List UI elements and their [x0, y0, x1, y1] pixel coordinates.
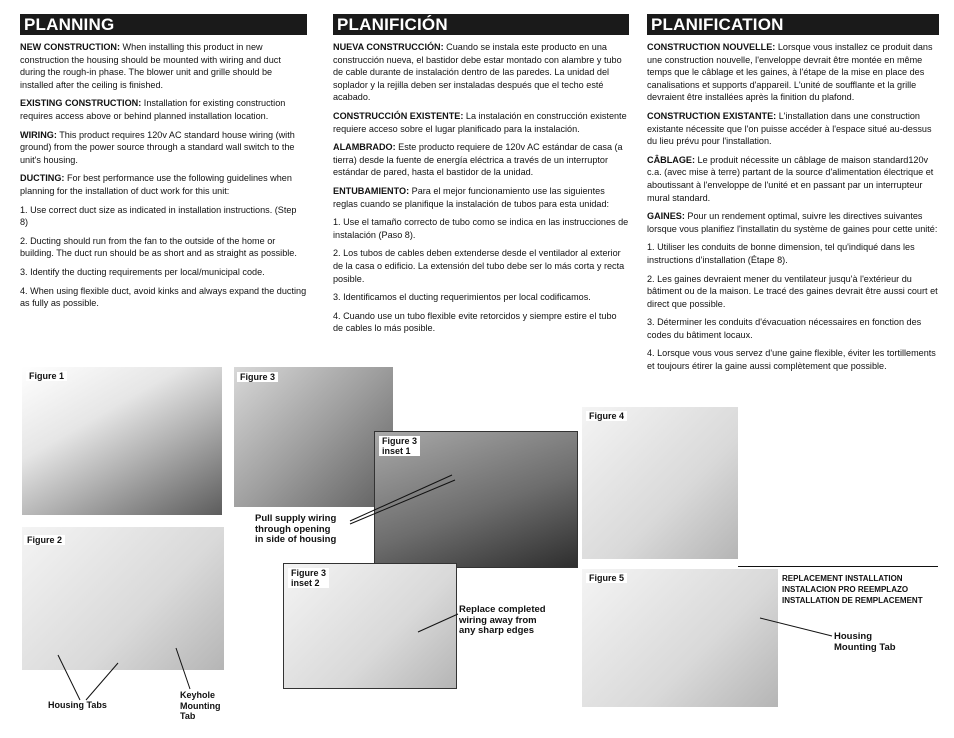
- paragraph-lead: WIRING:: [20, 129, 57, 140]
- paragraph: [647, 154, 939, 204]
- paragraph: [20, 172, 307, 197]
- housing-mounting-tab-callout: Housing Mounting Tab: [834, 631, 896, 653]
- paragraph-text: For best performance use the following guidelines when planning for the installation of duct work for this unit:: [20, 173, 292, 196]
- paragraph: [647, 210, 939, 235]
- paragraph: [333, 216, 629, 241]
- paragraph-text: 2. Les gaines devraient mener du ventilateur jusqu'à l'extérieur du bâtiment ou de la maison. Le tracé des gaines devrait être aussi court et direct que possible.: [647, 273, 938, 309]
- figure-2-photo: [22, 527, 224, 670]
- paragraph-text: 3. Déterminer les conduits d'évacuation nécessaires en fonction des codes du bâtiment locaux.: [647, 317, 922, 340]
- paragraph-text: 3. Identify the ducting requirements per local/municipal code.: [20, 266, 265, 277]
- figure-3-label: Figure 3: [237, 372, 278, 382]
- figure-5: [582, 569, 778, 707]
- figure-4-label: Figure 4: [586, 411, 627, 421]
- paragraph-text: Lorsque vous installez ce produit dans une construction nouvelle, l'enveloppe devrait être montée en même temps que le câblage et les gaines, à l'étape de la mise en place des canalisations et supports d'appareil. L'unité de soufflante et la grille devraient être installées après la finition du plafond.: [647, 42, 933, 103]
- paragraph-lead: DUCTING:: [20, 173, 65, 184]
- paragraph: [333, 41, 629, 104]
- housing-tabs-callout: Housing Tabs: [48, 700, 107, 710]
- figure-3-inset-2-label: Figure 3 inset 2: [288, 568, 329, 588]
- figure-1: [22, 367, 222, 515]
- paragraph-text: Este producto requiere de 120v AC estándar de casa (a tierra) desde la fuente de energía eléctrica a través de un interruptor estándar de pared, hasta el bastidor de la unidad.: [333, 142, 623, 178]
- paragraph-text: 3. Identificamos el ducting requerimientos per local codificamos.: [333, 292, 591, 303]
- replacement-installation-es: INSTALACION PRO REEMPLAZO: [782, 585, 909, 594]
- paragraph: [20, 41, 307, 91]
- paragraph-lead: CONSTRUCCIÓN EXISTENTE:: [333, 110, 464, 121]
- paragraph-lead: CONSTRUCTION EXISTANTE:: [647, 110, 777, 121]
- paragraph: [333, 310, 629, 335]
- paragraph-text: Le produit nécessite un câblage de maison standard120v c.a. (avec mise à terre) partant de la source d'alimentation électrique et aboutissant à l'enveloppe de l'unité et en passant par un interrupteur mural standard.: [647, 154, 934, 203]
- column-english: [20, 14, 307, 316]
- figure-3: [234, 367, 393, 507]
- column-french: [647, 14, 939, 379]
- planning-body: [20, 41, 307, 310]
- paragraph-text: 2. Los tubos de cables deben extenderse desde el ventilador al exterior de la casa o edificio. La extensión del tubo debe ser lo más corta y recta posible.: [333, 248, 625, 284]
- paragraph-text: 1. Use el tamaño correcto de tubo como se indica en las instrucciones de instalación (Paso 8).: [333, 217, 629, 240]
- paragraph: [333, 110, 629, 135]
- paragraph: [647, 316, 939, 341]
- planificion-header: PLANIFICIÓN: [333, 14, 629, 35]
- paragraph: [647, 41, 939, 104]
- column-spanish: [333, 14, 629, 341]
- replace-wiring-callout: Replace completed wiring away from any sharp edges: [459, 604, 546, 636]
- replacement-installation-en: REPLACEMENT INSTALLATION: [782, 574, 903, 583]
- figure-3-inset-1: [374, 431, 578, 568]
- paragraph: [333, 185, 629, 210]
- paragraph-lead: CONSTRUCTION NOUVELLE:: [647, 42, 776, 52]
- paragraph: [20, 266, 307, 279]
- paragraph: [647, 347, 939, 372]
- paragraph: [647, 110, 939, 148]
- figure-5-label: Figure 5: [586, 573, 627, 583]
- figure-2: [22, 527, 224, 670]
- planification-header: PLANIFICATION: [647, 14, 939, 35]
- planning-header: PLANNING: [20, 14, 307, 35]
- paragraph: [20, 97, 307, 122]
- paragraph: [20, 235, 307, 260]
- paragraph-text: Para el mejor funcionamiento use las siguientes reglas cuando se planifique la instalación de tubos para esta unidad:: [333, 185, 610, 209]
- paragraph: [647, 273, 939, 311]
- figure-1-photo: [22, 367, 222, 515]
- paragraph: [647, 241, 939, 266]
- paragraph: [333, 247, 629, 285]
- figure-4-photo: [582, 407, 738, 559]
- paragraph-text: This product requires 120v AC standard house wiring (with ground) from the power source through a standard wall switch to the unit's housing.: [20, 129, 295, 165]
- paragraph-lead: ALAMBRADO:: [333, 142, 396, 153]
- paragraph-text: 4. Cuando use un tubo flexible evite retorcidos y siempre estire el tubo de cables lo más posible.: [333, 310, 617, 334]
- paragraph-text: 1. Utiliser les conduits de bonne dimension, tel qu'indiqué dans les instructions d'installation (Étape 8).: [647, 242, 915, 265]
- paragraph-text: 4. Lorsque vous vous servez d'une gaine flexible, éviter les tortillements et toujours étirer la gaine aussi complètement que possible.: [647, 348, 936, 372]
- figure-3-inset-2: [283, 563, 457, 689]
- pull-supply-callout: Pull supply wiring through opening in side of housing: [255, 513, 337, 545]
- paragraph-text: 2. Ducting should run from the fan to the outside of the home or building. The duct run should be as short and as straight as possible.: [20, 235, 297, 259]
- paragraph: [20, 129, 307, 167]
- figure-5-photo: [582, 569, 778, 707]
- paragraph-text: When installing this product in new construction the housing should be mounted with wiring and duct during the rough-in phase. The blower unit and grille should be installed after the ceiling is finished.: [20, 42, 281, 90]
- paragraph-text: Cuando se instala este producto en una construcción nueva, el bastidor debe estar montado con alambre y tubo de cable durante de instalación dentro de las paredes. La unidad del soplador y la rejilla deben ser instaladas después que el techo esté acabado.: [333, 42, 622, 103]
- figure-3-inset-1-label: Figure 3 inset 1: [379, 436, 420, 456]
- replacement-installation-fr: INSTALLATION DE REMPLACEMENT: [782, 596, 923, 605]
- paragraph: [20, 285, 307, 310]
- paragraph-lead: CÂBLAGE:: [647, 154, 695, 165]
- keyhole-tab-callout: Keyhole Mounting Tab: [180, 690, 221, 721]
- paragraph-lead: ENTUBAMIENTO:: [333, 185, 410, 196]
- paragraph-text: Installation for existing construction requires access above or behind planned installation location.: [20, 98, 286, 121]
- figure-1-label: Figure 1: [26, 371, 67, 381]
- planification-body: [647, 41, 939, 373]
- paragraph-lead: NEW CONSTRUCTION:: [20, 42, 121, 52]
- figure-5-rule: [738, 566, 938, 567]
- paragraph-text: 1. Use correct duct size as indicated in installation instructions. (Step 8): [20, 204, 297, 228]
- figure-3-photo: [234, 367, 393, 507]
- paragraph-text: L'installation dans une construction existante nécessite que l'on puisse accéder à l'espace situé au-dessus du lieu prévu pour l'installation.: [647, 110, 932, 147]
- figure-2-label: Figure 2: [24, 535, 65, 545]
- paragraph-text: Pour un rendement optimal, suivre les directives suivantes lorsque vous planifiez l'installatin du système de gaines pour cette unité:: [647, 211, 938, 234]
- paragraph-lead: GAINES:: [647, 211, 685, 222]
- paragraph-text: 4. When using flexible duct, avoid kinks and always expand the ducting as fully as possible.: [20, 285, 307, 309]
- paragraph-lead: NUEVA CONSTRUCCIÓN:: [333, 42, 444, 52]
- paragraph: [20, 204, 307, 229]
- paragraph-text: La instalación en construcción existente requiere acceso sobre el lugar planificado para la instalación.: [333, 110, 627, 134]
- paragraph: [333, 291, 629, 304]
- paragraph: [333, 141, 629, 179]
- figure-4: [582, 407, 738, 559]
- paragraph-lead: EXISTING CONSTRUCTION:: [20, 98, 142, 109]
- planificion-body: [333, 41, 629, 335]
